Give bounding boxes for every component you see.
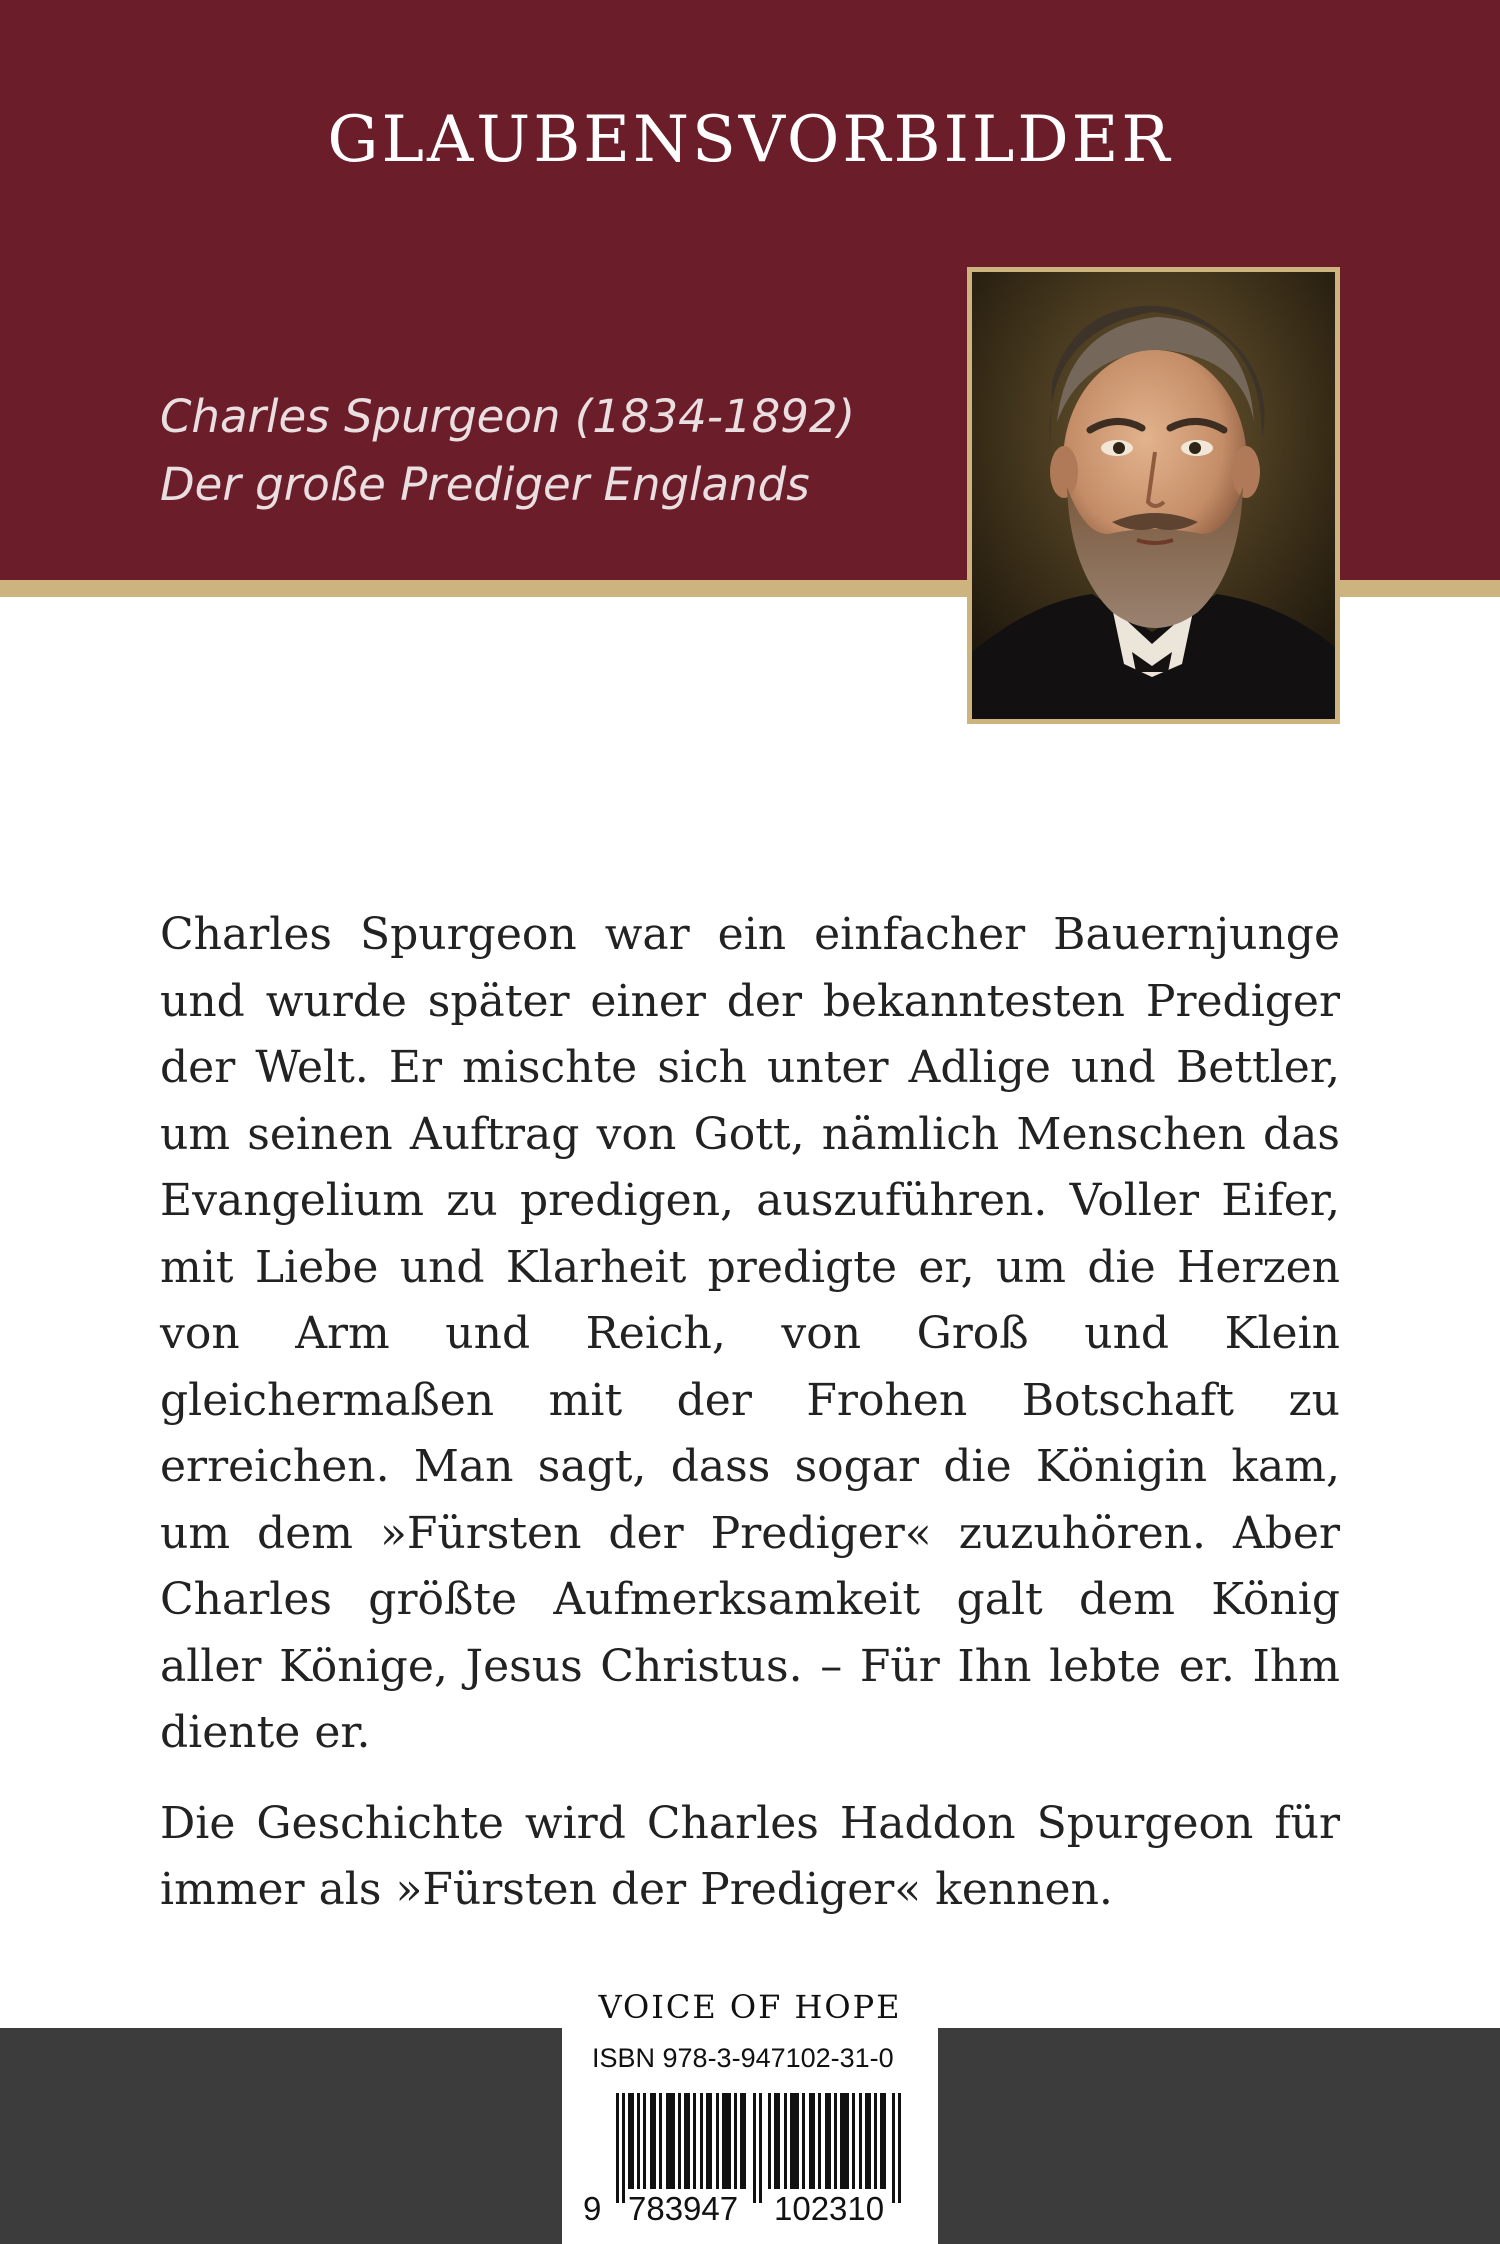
description-paragraph: Charles Spurgeon war ein einfacher Bauernjunge und wurde später einer der bekanntesten Prediger der Welt. Er mischte sich unter Adlige und Bettler, um seinen Auftrag von Gott, nämlich Menschen das Evangelium zu predigen, auszuführen. Voller Eifer, mit Liebe und Klarheit predigte er, um die Herzen von Arm und Reich, von Groß und Klein gleichermaßen mit der Frohen Botschaft zu erreichen. Man sagt, dass sogar die Königin kam, um dem »Fürsten der Prediger« zuzuhören. Aber Charles größte Aufmerksamkeit galt dem König aller Könige, Jesus Christus. – Für Ihn lebte er. Ihm diente er. [160,909,1340,1758]
portrait-image [972,272,1335,719]
description-paragraph: Die Geschichte wird Charles Haddon Spurgeon für immer als »Fürsten der Prediger« kennen. [160,1797,1340,1915]
subtitle-tagline: Der große Prediger Englands [160,458,810,511]
barcode-digits-right: 102310 [774,2190,885,2227]
portrait-frame [967,267,1340,724]
isbn-label: ISBN 978-3-947102-31-0 [592,2043,894,2073]
barcode-image [612,2093,912,2203]
publisher-name: VOICE OF HOPE [598,1988,902,2026]
series-title: GLAUBENSVORBILDER [327,103,1173,177]
description-text [160,902,1340,1948]
barcode-digits-left: 783947 [628,2190,739,2227]
barcode-digit-lead: 9 [583,2190,602,2227]
subtitle-name-dates: Charles Spurgeon (1834-1892) [160,390,856,443]
